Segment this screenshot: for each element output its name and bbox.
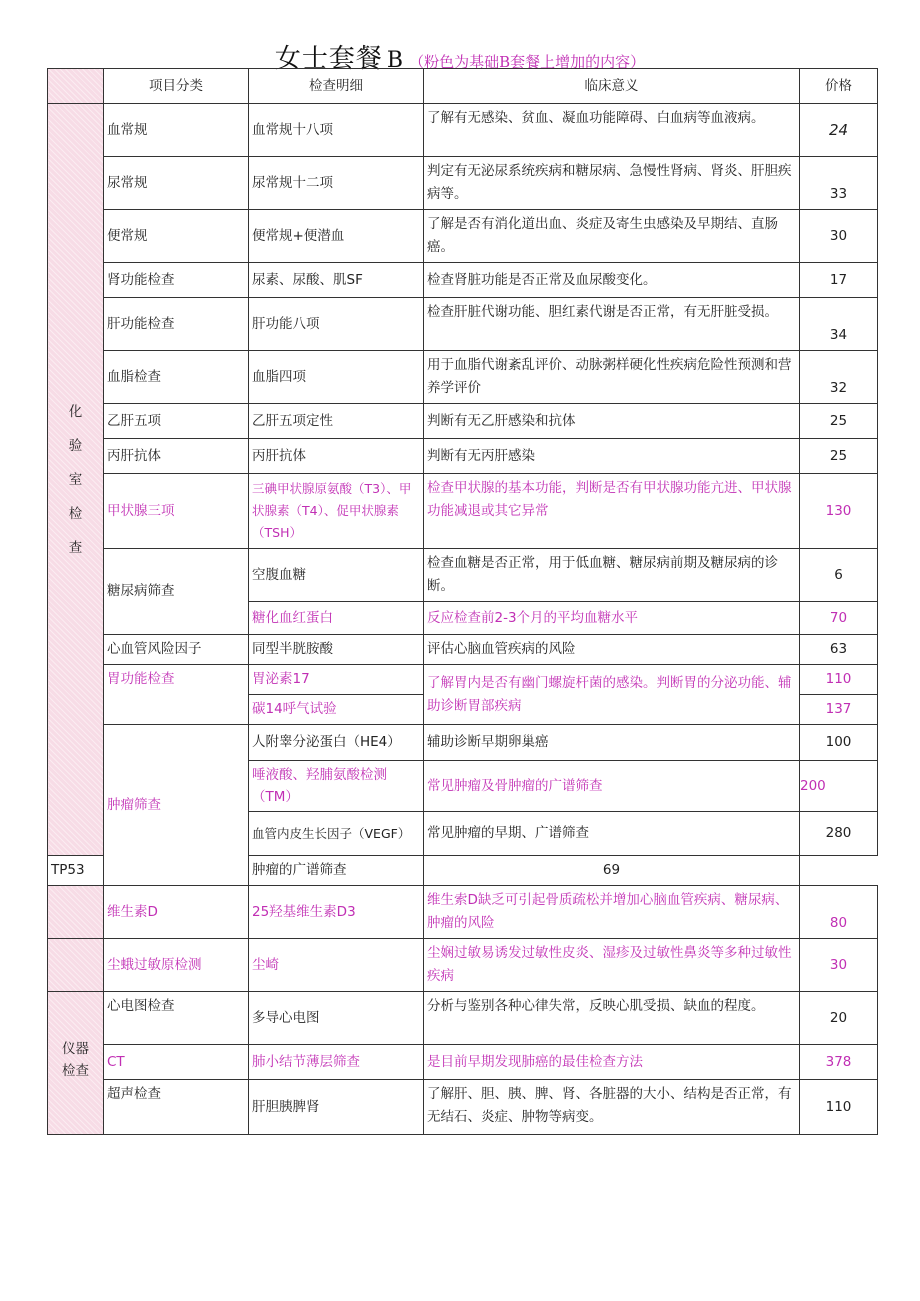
table-row: [48, 474, 878, 549]
title-suffix: B: [386, 48, 404, 73]
table-row: [48, 104, 878, 157]
category-cell: 超声检查: [104, 1080, 249, 1135]
meaning-cell: 了解有无感染、贫血、凝血功能障碍、白血病等血液病。: [424, 104, 800, 157]
meaning-cell: 分析与鉴别各种心律失常，反映心肌受损、缺血的程度。: [424, 992, 800, 1045]
detail-cell: 尿常规十二项: [249, 157, 424, 210]
meaning-cell: 了解胃内是否有幽门螺旋杆菌的感染。判断胃的分泌功能、辅助诊断胃部疾病: [424, 665, 800, 725]
table-row: [48, 210, 878, 263]
meaning-cell: 检查肾脏功能是否正常及血尿酸变化。: [424, 263, 800, 298]
table-row: [48, 157, 878, 210]
category-cell: 便常规: [104, 210, 249, 263]
price-cell: 20: [800, 992, 878, 1045]
category-cell: 肿瘤筛查: [104, 725, 249, 886]
table-row: [48, 549, 878, 602]
price-cell: 34: [800, 298, 878, 351]
meaning-cell: 反应检查前2-3个月的平均血糖水平: [424, 602, 800, 635]
category-cell: 血脂检查: [104, 351, 249, 404]
table-row: [48, 404, 878, 439]
detail-cell: 血常规十八项: [249, 104, 424, 157]
detail-cell: 肺小结节薄层筛查: [249, 1045, 424, 1080]
title-main: 女士套餐: [274, 44, 383, 74]
price-cell: 6: [800, 549, 878, 602]
category-cell: 尘蛾过敏原检测: [104, 939, 249, 992]
detail-cell: 血脂四项: [249, 351, 424, 404]
meaning-cell: 维生索D缺乏可引起骨质疏松并增加心脑血管疾病、糖尿病、肿瘤的风险: [424, 886, 800, 939]
meaning-cell: 用于血脂代谢紊乱评价、动脉粥样硬化性疾病危险性预测和营养学评价: [424, 351, 800, 404]
price-cell: 70: [800, 602, 878, 635]
price-cell: 25: [800, 439, 878, 474]
section-blank: [48, 886, 104, 939]
detail-cell: 糖化血红蛋白: [249, 602, 424, 635]
detail-cell: 碳14呼气试验: [249, 695, 424, 725]
table-row: [48, 351, 878, 404]
meaning-cell: 判断有无丙肝感染: [424, 439, 800, 474]
category-cell: 心电图检查: [104, 992, 249, 1045]
price-cell: 24: [800, 104, 878, 157]
price-cell: 378: [800, 1045, 878, 1080]
category-cell: 丙肝抗体: [104, 439, 249, 474]
meaning-cell: 判断有无乙肝感染和抗体: [424, 404, 800, 439]
category-cell: 心血管风险因子: [104, 635, 249, 665]
price-cell: 110: [800, 1080, 878, 1135]
package-table: [47, 68, 878, 1135]
table-row: [48, 992, 878, 1045]
category-cell: 尿常规: [104, 157, 249, 210]
detail-cell: 尿素、尿酸、肌SF: [249, 263, 424, 298]
category-cell: 维生素D: [104, 886, 249, 939]
price-cell: 25: [800, 404, 878, 439]
price-cell: 130: [800, 474, 878, 549]
table-row: [48, 1080, 878, 1135]
header-section: [48, 69, 104, 104]
meaning-cell: 评估心脑血管疾病的风险: [424, 635, 800, 665]
meaning-cell: 常见肿瘤的早期、广谱筛查: [424, 812, 800, 856]
detail-cell: TP53: [48, 856, 104, 886]
price-cell: 137: [800, 695, 878, 725]
table-row: [48, 939, 878, 992]
meaning-cell: 了解肝、胆、胰、脾、肾、各脏器的大小、结构是否正常，有无结石、炎症、肿物等病变。: [424, 1080, 800, 1135]
detail-cell: 乙肝五项定性: [249, 404, 424, 439]
table-row: [48, 439, 878, 474]
detail-cell: 胃泌素17: [249, 665, 424, 695]
table-row: [48, 725, 878, 761]
meaning-cell: 肿瘤的广谱筛查: [249, 856, 424, 886]
detail-cell: 丙肝抗体: [249, 439, 424, 474]
category-cell: 血常规: [104, 104, 249, 157]
detail-cell: 便常规+便潜血: [249, 210, 424, 263]
price-cell: 32: [800, 351, 878, 404]
price-cell: 280: [800, 812, 878, 856]
section-instrument-label: 仪器检查: [62, 1041, 89, 1079]
price-cell: 30: [800, 939, 878, 992]
detail-cell: 唾液酸、羟脯氨酸检测（TM）: [249, 761, 424, 812]
detail-cell: 三碘甲状腺原氨酸（T3）、甲状腺素（T4）、促甲状腺素（TSH）: [249, 474, 424, 549]
category-cell: 乙肝五项: [104, 404, 249, 439]
category-cell: 甲状腺三项: [104, 474, 249, 549]
section-lab-label: 化验室检查: [68, 403, 83, 556]
price-cell: 63: [800, 635, 878, 665]
price-cell: 30: [800, 210, 878, 263]
section-instrument: [48, 992, 104, 1135]
detail-cell: 空腹血糖: [249, 549, 424, 602]
section-blank: [48, 939, 104, 992]
table-row: [48, 635, 878, 665]
price-cell: 69: [424, 856, 800, 886]
header-meaning: 临床意义: [424, 69, 800, 104]
price-cell: 17: [800, 263, 878, 298]
price-cell: 80: [800, 886, 878, 939]
table-row: [48, 298, 878, 351]
price-cell: 200: [800, 761, 878, 812]
table-row: [48, 1045, 878, 1080]
table-row: [48, 886, 878, 939]
meaning-cell: 判定有无泌尿系统疾病和糖尿病、急慢性肾病、肾炎、肝胆疾病等。: [424, 157, 800, 210]
meaning-cell: 检查甲状腺的基本功能，判断是否有甲状腺功能亢进、甲状腺功能减退或其它异常: [424, 474, 800, 549]
meaning-cell: 了解是否有消化道出血、炎症及寄生虫感染及早期结、直肠癌。: [424, 210, 800, 263]
header-detail: 检查明细: [249, 69, 424, 104]
detail-cell: 同型半胱胺酸: [249, 635, 424, 665]
category-cell: 胃功能检查: [104, 665, 249, 725]
header-category: 项目分类: [104, 69, 249, 104]
header-row: [48, 69, 878, 104]
detail-cell: 肝功能八项: [249, 298, 424, 351]
table-row: [48, 263, 878, 298]
title-note: （粉色为基础B套餐上增加的内容）: [409, 53, 646, 71]
detail-cell: 血管内皮生长因子（VEGF）: [249, 812, 424, 856]
category-cell: 肝功能检查: [104, 298, 249, 351]
price-cell: 110: [800, 665, 878, 695]
detail-cell: 25羟基维生素D3: [249, 886, 424, 939]
meaning-cell: 尘娴过敏易诱发过敏性皮炎、湿疹及过敏性鼻炎等多种过敏性疾病: [424, 939, 800, 992]
category-cell: CT: [104, 1045, 249, 1080]
detail-cell: 多导心电图: [249, 992, 424, 1045]
price-cell: 100: [800, 725, 878, 761]
detail-cell: 肝胆胰脾肾: [249, 1080, 424, 1135]
meaning-cell: 辅助诊断早期卵巢癌: [424, 725, 800, 761]
section-lab: [48, 104, 104, 856]
table-row: [48, 665, 878, 695]
meaning-cell: 检查肝脏代谢功能、胆红素代谢是否正常，有无肝脏受损。: [424, 298, 800, 351]
category-cell: 肾功能检查: [104, 263, 249, 298]
detail-cell: 尘崎: [249, 939, 424, 992]
meaning-cell: 检查血糖是否正常，用于低血糖、糖尿病前期及糖尿病的诊断。: [424, 549, 800, 602]
detail-cell: 人附睾分泌蛋白（HE4）: [249, 725, 424, 761]
meaning-cell: 常见肿瘤及骨肿瘤的广谱筛查: [424, 761, 800, 812]
meaning-cell: 是目前早期发现肺癌的最佳检查方法: [424, 1045, 800, 1080]
category-cell: 糖尿病筛查: [104, 549, 249, 635]
header-price: 价格: [800, 69, 878, 104]
price-cell: 33: [800, 157, 878, 210]
